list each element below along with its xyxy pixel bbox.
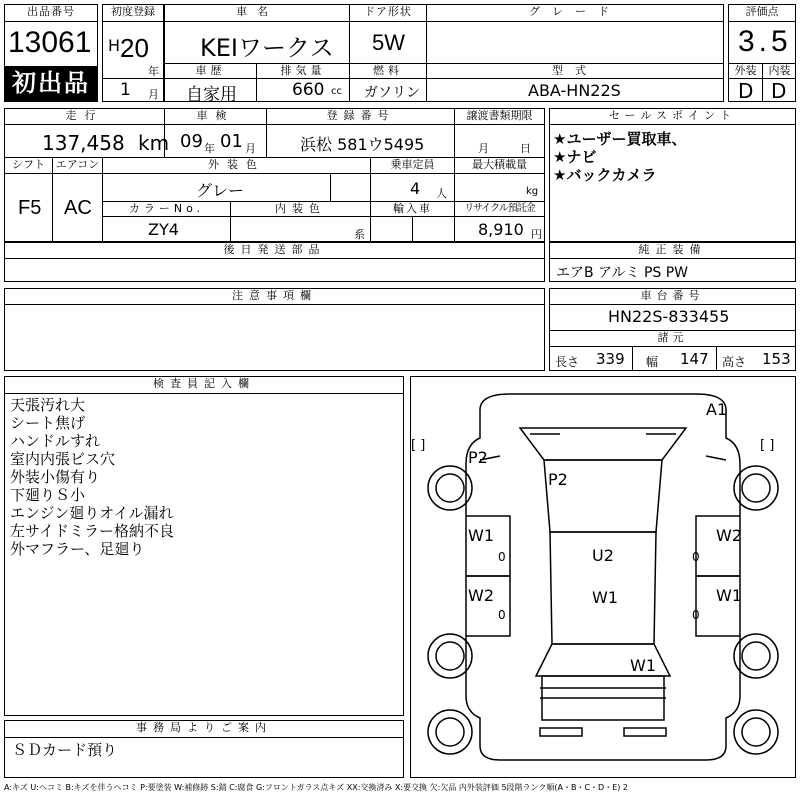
score-label: 評価点: [745, 5, 779, 18]
inspection-year-unit: 年: [204, 142, 215, 155]
later-parts-label: 後日発送部品: [223, 243, 326, 256]
exterior-color: グレー: [196, 181, 245, 200]
inspector-note: 外装小傷有り: [10, 468, 101, 486]
recycle-fee: 8,910: [478, 220, 524, 239]
transfer-day-unit: 日: [520, 142, 531, 155]
specs-label: 諸元: [657, 331, 688, 344]
color-number: ZY4: [148, 220, 179, 239]
damage-zero: 0: [498, 550, 506, 564]
transfer-month-unit: 月: [478, 142, 489, 155]
first-reg-month: 1: [120, 80, 131, 100]
year-unit: 年: [148, 65, 159, 78]
inspector-note: シート焦げ: [10, 414, 86, 432]
interior-grade: D: [771, 79, 787, 103]
equipment-value: エアB アルミ PS PW: [556, 265, 689, 281]
sales-point: ★バックカメラ: [553, 166, 657, 184]
score: 3.5: [738, 25, 792, 58]
inspection-month: 01: [220, 131, 243, 152]
damage-mark: W1: [468, 526, 494, 545]
capacity: 4: [410, 179, 421, 198]
capacity-unit: 人: [436, 187, 447, 200]
era: H: [108, 36, 121, 55]
import-label: 輸入車: [393, 202, 432, 215]
damage-mark: W1: [592, 588, 618, 607]
damage-mark: W2: [468, 586, 494, 605]
ac: AC: [64, 197, 92, 219]
recycle-unit: 円: [531, 228, 542, 241]
history-label: 車歴: [195, 64, 226, 77]
damage-mark: A1: [706, 400, 728, 419]
registration-label: 登録番号: [326, 109, 395, 122]
width: 147: [680, 350, 709, 368]
first-reg-year: 20: [120, 33, 149, 63]
sales-points-label: セールスポイント: [608, 109, 736, 122]
displacement-unit: cc: [331, 86, 342, 97]
damage-zero: 0: [692, 550, 700, 564]
door-label: ドア形状: [364, 5, 412, 18]
damage-zero: 0: [692, 608, 700, 622]
interior-color-label: 内装色: [275, 202, 326, 215]
length-label: 長さ: [555, 355, 580, 369]
height-label: 高さ: [722, 355, 747, 369]
exterior-color-label: 外装色: [208, 158, 265, 171]
exterior-label: 外装: [734, 64, 757, 77]
left-bracket: [ ]: [411, 438, 426, 453]
interior-label: 内装: [768, 64, 791, 77]
first-registration-label: 初度登録: [111, 5, 155, 18]
office-notice: ＳＤカード預り: [12, 741, 118, 759]
sales-point: ★ナビ: [553, 148, 597, 166]
damage-mark: P2: [548, 470, 568, 489]
first-listing-badge: 初出品: [5, 66, 97, 101]
damage-mark: P2: [468, 448, 488, 467]
inspector-note: ハンドルすれ: [10, 432, 101, 450]
interior-color-unit: 系: [354, 228, 365, 241]
lot-label: 出品番号: [27, 5, 75, 18]
inspection-label: 車検: [196, 109, 235, 122]
history: 自家用: [186, 85, 237, 105]
recycle-label: リサイクル預託金: [464, 203, 535, 214]
width-label: 幅: [646, 355, 659, 369]
length: 339: [596, 350, 625, 368]
fuel-label: 燃料: [373, 64, 403, 77]
right-bracket: [ ]: [760, 438, 775, 453]
load-unit: kg: [526, 186, 539, 197]
shift-label: シフト: [12, 158, 45, 171]
inspector-note: エンジン廻りオイル漏れ: [10, 504, 174, 522]
mileage-unit: km: [138, 131, 170, 155]
inspection-month-unit: 月: [245, 142, 256, 155]
sales-points-list: [553, 130, 686, 184]
model-label: 型式: [552, 64, 598, 77]
registration-number: 浜松 581ウ5495: [300, 135, 425, 154]
height: 153: [762, 350, 791, 368]
month-unit: 月: [148, 88, 159, 101]
sales-point: ★ユーザー買取車、: [553, 130, 687, 148]
max-load-label: 最大積載量: [472, 158, 527, 171]
car-name: KEIワークス: [200, 34, 334, 62]
inspector-label: 検査員記入欄: [153, 377, 255, 390]
exterior-grade: D: [738, 79, 754, 103]
car-outline: [410, 376, 796, 778]
mileage-label: 走行: [65, 109, 104, 122]
inspection-year: 09: [180, 131, 203, 152]
inspector-note: 左サイドミラー格納不良: [10, 522, 174, 540]
chassis-label: 車台番号: [640, 289, 705, 302]
details-block: [4, 108, 545, 242]
chassis-number: HN22S-833455: [608, 307, 730, 326]
inspector-note: 外マフラー、足廻り: [10, 540, 145, 558]
inspector-note: 室内内張ビス穴: [10, 450, 116, 468]
inspector-note: 下廻りＳ小: [10, 486, 86, 504]
ac-label: エアコン: [55, 158, 100, 171]
damage-mark: W1: [630, 656, 656, 675]
lot-number: 13061: [8, 26, 92, 59]
inspector-notes: [10, 396, 174, 558]
legend: A:キズ U:ヘコミ B:キズを伴うヘコミ P:要塗装 W:補修跡 S:錆 C:腐食 G:フロントガラス点キズ XX:交換済み X:要交換 欠:欠品 内外装評価 5段階ランク順(A・B・C・D・E) 2: [4, 783, 629, 792]
damage-mark: W2: [716, 526, 742, 545]
name-label: 車名: [236, 5, 278, 18]
mileage: 137,458: [42, 131, 125, 155]
shift: F5: [18, 197, 42, 219]
fuel: ガソリン: [364, 85, 420, 101]
equipment-label: 純正装備: [638, 243, 707, 256]
damage-zero: 0: [498, 608, 506, 622]
notes-label: 注意事項欄: [232, 289, 317, 302]
color-number-label: カラーNo.: [128, 202, 205, 215]
transfer-deadline-label: 譲渡書類期限: [466, 109, 533, 122]
model-code: ABA-HN22S: [528, 81, 621, 100]
damage-mark: U2: [592, 546, 614, 565]
office-label: 事務局よりご案内: [136, 721, 272, 734]
displacement-label: 排気量: [280, 64, 326, 77]
grade-label: グレード: [529, 5, 621, 18]
capacity-label: 乗車定員: [390, 158, 435, 171]
damage-mark: W1: [716, 586, 742, 605]
displacement: 660: [292, 80, 325, 100]
inspector-note: 天張汚れ大: [10, 396, 86, 414]
door-type: 5W: [372, 30, 405, 55]
